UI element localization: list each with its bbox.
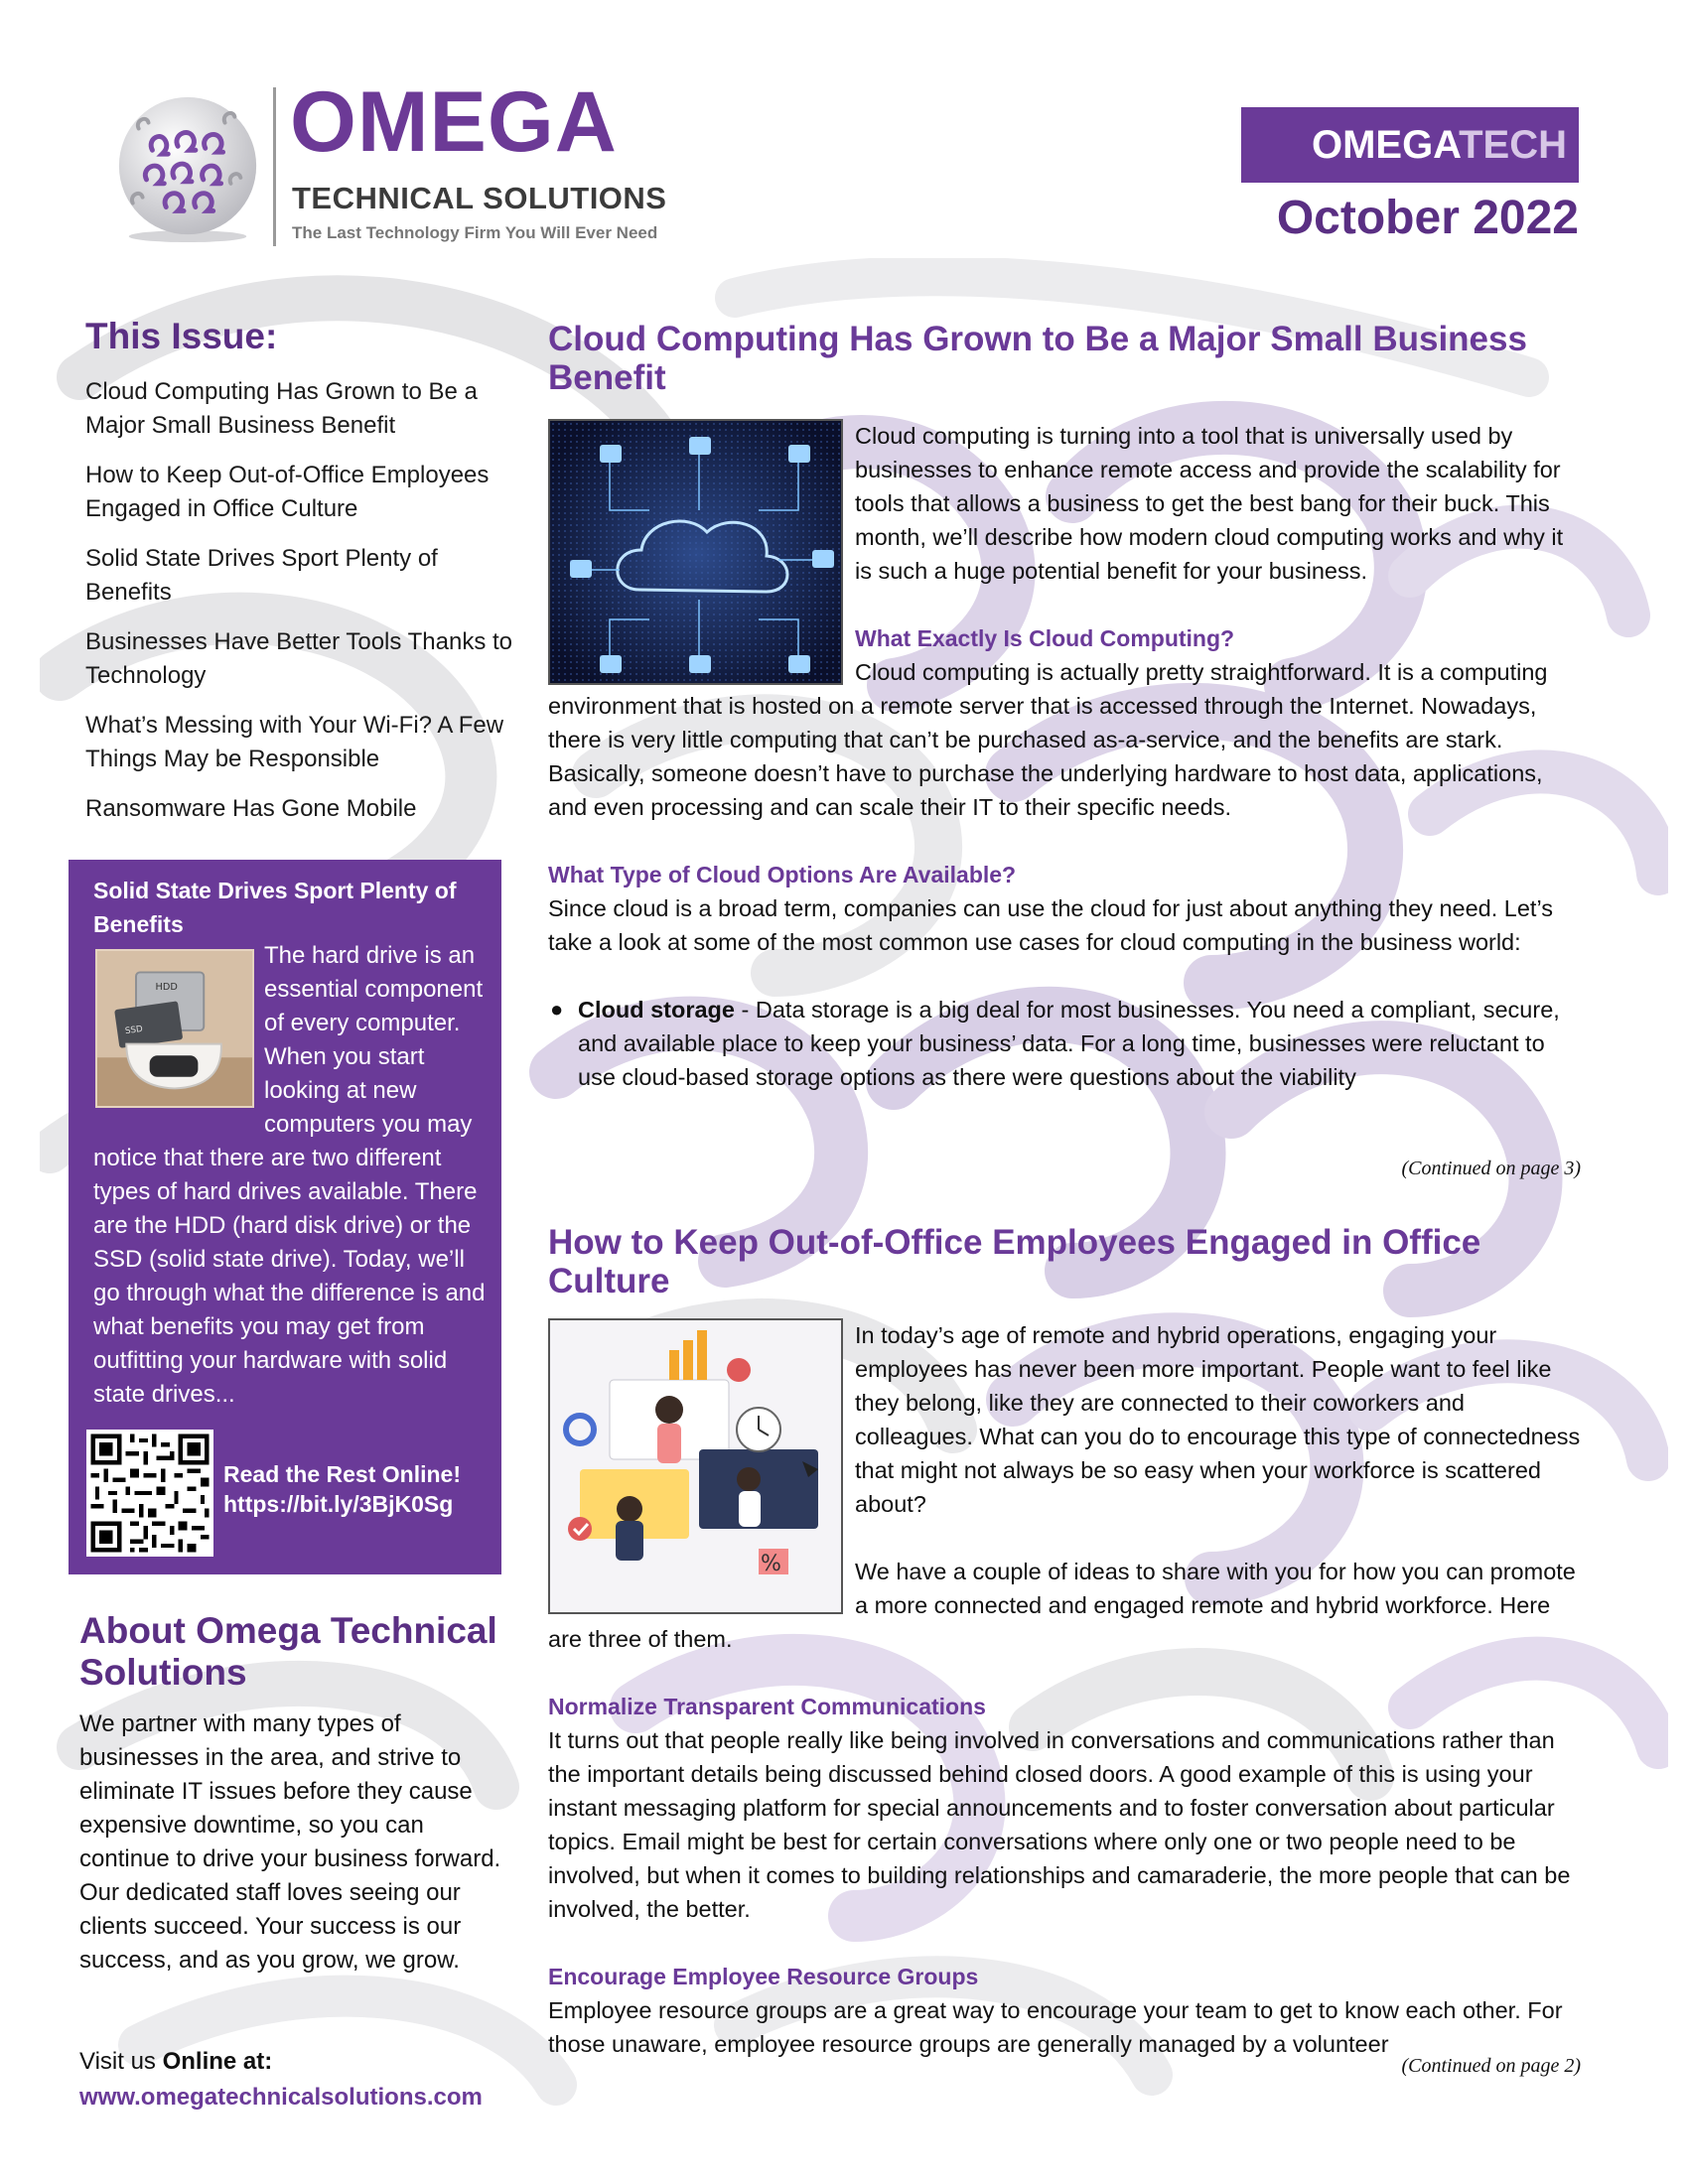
article1-intro: Cloud computing is turning into a tool that is universally used by businesses to enhance remote access and provide the scalability for tools that allows a business to get the best bang for their buck. This month, we’ll describe how modern cloud computing works and why it is such a huge potential benefit for your business. (855, 423, 1564, 584)
bullet-bold: Cloud storage (578, 997, 735, 1023)
article1-heading2: What Type of Cloud Options Are Available? (548, 862, 1017, 887)
article2-title: How to Keep Out-of-Office Employees Engaged in Office Culture (548, 1223, 1481, 1300)
article1-bullet (548, 993, 1581, 1094)
about-body: We partner with many types of businesses in the area, and strive to eliminate IT issues before they cause expensive downtime, so you can continue to drive your business forward. Our dedicated staff loves seeing our clients succeed. Your success is our success, and as you grow, we grow. (79, 1710, 501, 1974)
article2-para2: Employee resource groups are a great way to encourage your team to get to know each other. For those unaware, employee resource groups are generally managed by a volunteer (548, 1997, 1563, 2057)
cloud-computing-image (548, 419, 843, 685)
article1-para1: Cloud computing is actually pretty straightforward. It is a computing environment that is hosted on a remote server that is accessed through the Internet. Nowadays, there is very little computing that can’t be purchased as-a-service, and the benefits are stark. Basically, someone doesn’t have to purchase the underlying hardware to host data, applications, and even processing and can scale their IT to their specific needs. (548, 659, 1548, 820)
article2-intro2: We have a couple of ideas to share with you for how you can promote a more connected and engaged remote and hybrid workforce. Here are three of them. (548, 1559, 1576, 1652)
visit-line (79, 2045, 516, 2079)
brand-part-tech: TECH (1459, 123, 1567, 167)
article1-body (548, 419, 1581, 1094)
toc-item[interactable]: Solid State Drives Sport Plenty of Benefits (85, 545, 438, 606)
ssd-photo (95, 949, 254, 1108)
about-title: About Omega Technical Solutions (79, 1610, 497, 1693)
article2-intro: In today’s age of remote and hybrid operations, engaging your employees has never been more important. People want to feel like they belong, like they are connected to their coworkers and colleagues. What can you do to encourage this type of connectedness that might not always be so easy when your workforce is scattered about? (855, 1322, 1581, 1517)
article2-heading2: Encourage Employee Resource Groups (548, 1964, 979, 1989)
ssd-photo-float (93, 939, 264, 1110)
article2-body (548, 1318, 1581, 2061)
svg-text:HDD: HDD (155, 982, 178, 993)
ssd-teaser-body-wrap (93, 939, 491, 1412)
toc-item[interactable]: Cloud Computing Has Grown to Be a Major Small Business Benefit (85, 378, 478, 439)
article1-title: Cloud Computing Has Grown to Be a Major Small Business Benefit (548, 320, 1527, 397)
company-website-link[interactable]: www.omegatechnicalsolutions.com (79, 2084, 483, 2111)
toc-title: This Issue: (85, 316, 278, 356)
brand-part-omega: OMEGA (1311, 123, 1460, 167)
workplace-image-float (548, 1318, 851, 1616)
visit-online-label: Online at: (162, 2048, 273, 2075)
newsletter-brand (1312, 125, 1567, 165)
svg-text:SSD: SSD (124, 1024, 144, 1037)
company-logo (60, 74, 685, 256)
logo-divider (273, 87, 276, 246)
toc-item[interactable]: How to Keep Out-of-Office Employees Engaged in Office Culture (85, 462, 490, 522)
qr-code-icon[interactable] (86, 1430, 213, 1557)
article2-heading1: Normalize Transparent Communications (548, 1694, 986, 1719)
article2-para1: It turns out that people really like being involved in conversations and communications rather than the important details being discussed behind closed doors. A good example of this is using your instant messaging platform for special announcements and to foster conversation about particular topics. Email might be best for certain conversations where only one or two people need to be involved, but when it comes to building relationships and camaraderie, the more people that can be involved, the better. (548, 1727, 1571, 1922)
article1-para2: Since cloud is a broad term, companies can use the cloud for just about anything they need. Let’s take a look at some of the most common use cases for cloud computing in the business world: (548, 895, 1553, 955)
read-more-link[interactable]: https://bit.ly/3BjK0Sg (223, 1491, 454, 1517)
issue-date: October 2022 (1276, 192, 1579, 244)
cloud-image-float (548, 419, 851, 685)
ssd-teaser-box (69, 860, 501, 1574)
newsletter-brand-box (1241, 107, 1579, 183)
svg-text:%: % (761, 1552, 781, 1576)
logo-wordmark: OMEGA (290, 74, 618, 170)
article1-heading1: What Exactly Is Cloud Computing? (855, 625, 1235, 651)
read-more-block (223, 1459, 461, 1519)
toc-list (85, 375, 522, 842)
toc-item[interactable]: What’s Messing with Your Wi-Fi? A Few Things May be Responsible (85, 712, 504, 772)
visit-prefix: Visit us (79, 2048, 163, 2075)
ssd-teaser-body: The hard drive is an essential component of every computer. When you start looking at new computers you may notice that there are two different types of hard drives available. There are the HDD (hard disk drive) or the SSD (solid state drive). Today, we’ll go through what the difference is and what benefits you may get from outfitting your hardware with solid state drives... (93, 942, 486, 1408)
logo-subtitle: TECHNICAL SOLUTIONS (292, 181, 667, 215)
omega-globe-icon (109, 89, 266, 246)
bullet-dot-icon: ● (550, 997, 564, 1022)
toc-item[interactable]: Businesses Have Better Tools Thanks to Technology (85, 628, 513, 689)
article2-continued[interactable]: (Continued on page 2) (1401, 2055, 1581, 2077)
read-more-label: Read the Rest Online! (223, 1461, 461, 1487)
toc-item[interactable]: Ransomware Has Gone Mobile (85, 795, 417, 822)
ssd-teaser-title: Solid State Drives Sport Plenty of Benefits (93, 878, 457, 937)
logo-tagline: The Last Technology Firm You Will Ever Need (292, 223, 658, 242)
hybrid-workplace-image (548, 1318, 843, 1614)
article1-continued[interactable]: (Continued on page 3) (1401, 1158, 1581, 1179)
bullet-text: - Data storage is a big deal for most businesses. You need a compliant, secure, and available place to keep your business’ data. For a long time, businesses were reluctant to use cloud-based storage options as there were questions about the viability (578, 997, 1560, 1090)
